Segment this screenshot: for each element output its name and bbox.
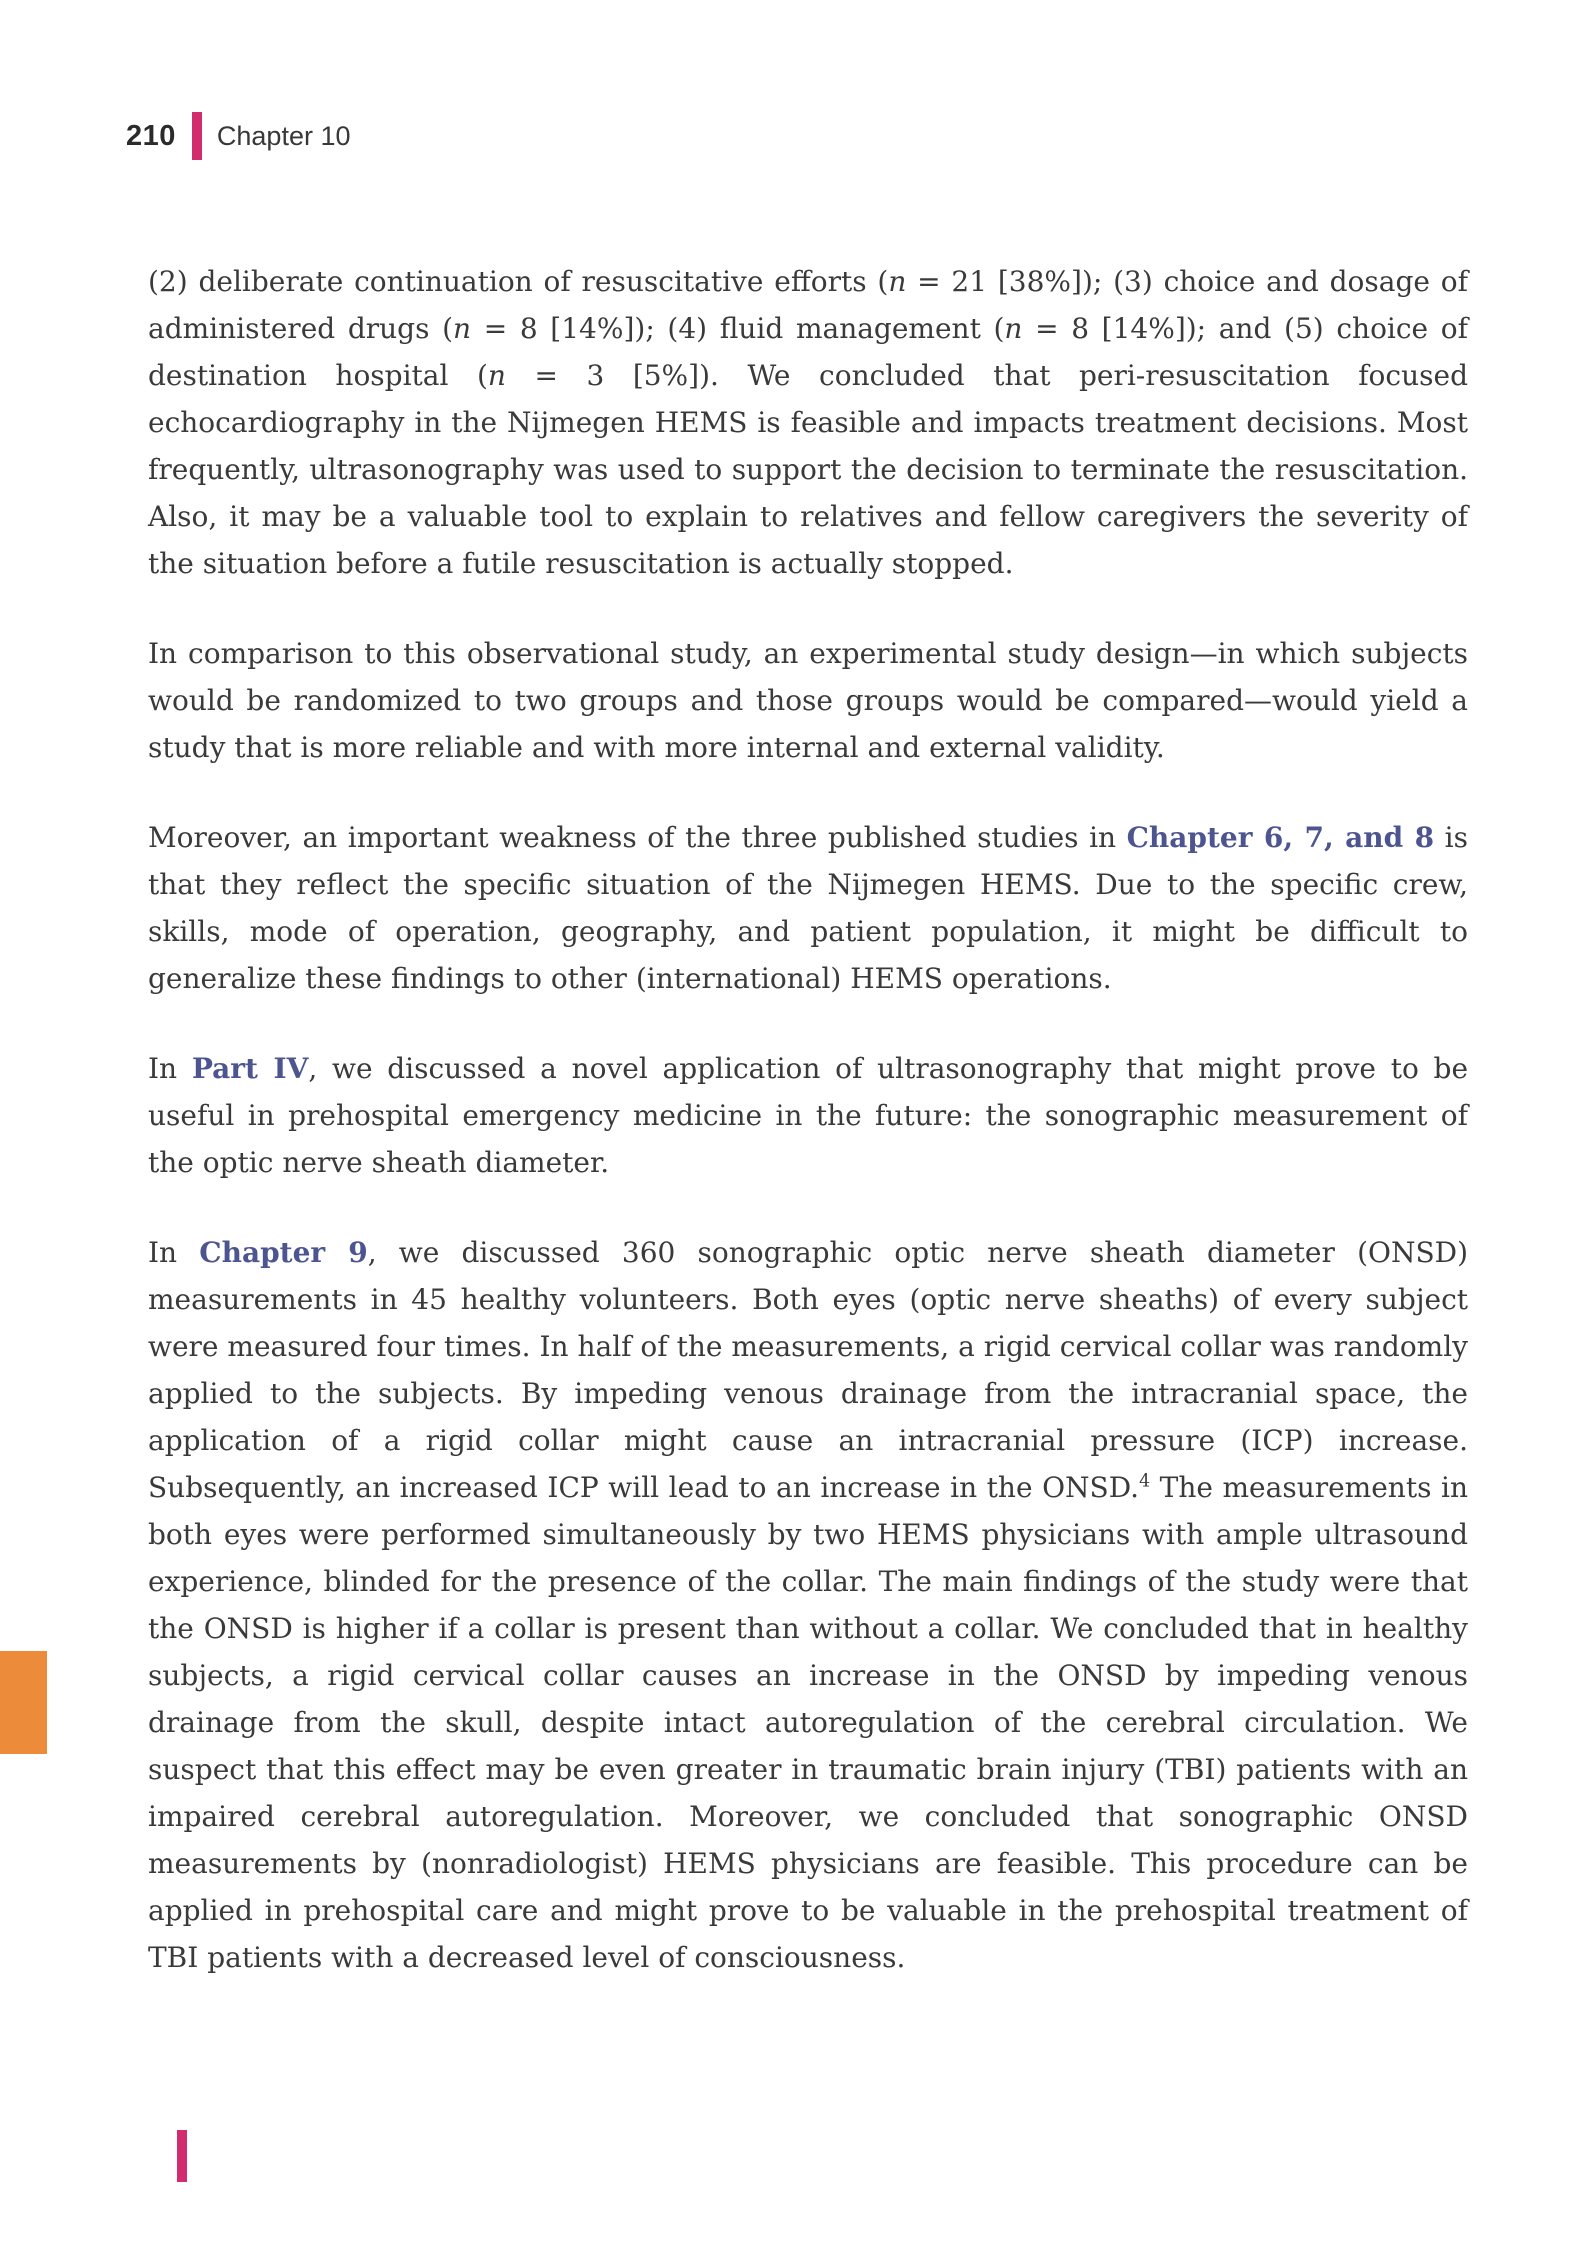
chapter-ref-link[interactable]: Chapter 9 — [199, 1236, 368, 1269]
paragraph — [148, 1045, 1477, 1186]
chapter-ref-link[interactable]: Part IV — [191, 1052, 309, 1085]
text-run: The measurements in both eyes were performed simultaneously by two HEMS physicians with ample ultrasound experience, blinded for the presence of the collar. The main findings of the study were that the ONSD is higher if a collar is present than without a collar. We concluded that in healthy subjects, a rigid cervical collar causes an increase in the ONSD by impeding venous drainage from the skull, despite intact autoregulation of the cerebral circulation. We suspect that this effect may be even greater in traumatic brain injury (TBI) patients with an impaired cerebral autoregulation. Moreover, we concluded that sonographic ONSD measurements by (nonradiologist) HEMS physicians are feasible. This procedure can be applied in prehospital care and might prove to be valuable in the prehospital treatment of TBI patients with a decreased level of consciousness. — [148, 1471, 1477, 1974]
paragraph — [148, 1229, 1477, 1981]
page-header — [126, 112, 350, 160]
italic-variable: n — [888, 265, 907, 298]
italic-variable: n — [487, 359, 506, 392]
text-run: is that they reflect the specific situation of the Nijmegen HEMS. Due to the specific crew, skills, mode of operation, geography, and patient population, it might be difficult to generalize these findings to other (international) HEMS operations. — [148, 821, 1477, 995]
italic-variable: n — [1004, 312, 1023, 345]
text-run: In — [148, 1236, 200, 1269]
text-run: = 21 [38%]); (3) choice and dosage of administered drugs ( — [148, 265, 1477, 345]
text-run: In comparison to this observational study, an experimental study design—in which subjects would be randomized to two groups and those groups would be compared—would yield a study that is more reliable and with more internal and external validity. — [148, 637, 1477, 764]
text-run: , we discussed 360 sonographic optic nerve sheath diameter (ONSD) measurements in 45 healthy volunteers. Both eyes (optic nerve sheaths) of every subject were measured four times. In half of the measurements, a rigid cervical collar was randomly applied to the subjects. By impeding venous drainage from the intracranial space, the application of a rigid collar might cause an intracranial pressure (ICP) increase. Subsequently, an increased ICP will lead to an increase in the ONSD. — [148, 1236, 1477, 1504]
footnote-reference: 4 — [1139, 1471, 1151, 1492]
paragraph — [148, 258, 1477, 587]
paragraph — [148, 630, 1477, 771]
chapter-title: Chapter 10 — [216, 120, 351, 151]
text-run: In — [148, 1052, 192, 1085]
footer-accent-bar — [177, 2130, 187, 2182]
body-text — [148, 258, 1477, 1981]
chapter-ref-link[interactable]: Chapter 6, 7, and 8 — [1126, 821, 1435, 854]
text-run: = 3 [5%]). We concluded that peri-resuscitation focused echocardiography in the Nijmegen HEMS is feasible and impacts treatment decisions. Most frequently, ultrasonography was used to support the decision to terminate the resuscitation. Also, it may be a valuable tool to explain to relatives and fellow caregivers the severity of the situation before a futile resuscitation is actually stopped. — [148, 359, 1477, 580]
text-run: , we discussed a novel application of ultrasonography that might prove to be useful in prehospital emergency medicine in the future: the sonographic measurement of the optic nerve sheath diameter. — [148, 1052, 1477, 1179]
paragraph — [148, 814, 1477, 1002]
text-run: = 8 [14%]); and (5) choice of destination hospital ( — [148, 312, 1477, 392]
orange-section-tab — [0, 1651, 47, 1754]
text-run: Moreover, an important weakness of the three published studies in — [148, 821, 1127, 854]
page-number: 210 — [126, 119, 176, 152]
text-run: = 8 [14%]); (4) fluid management ( — [471, 312, 1005, 345]
italic-variable: n — [453, 312, 472, 345]
header-divider-bar — [192, 112, 202, 160]
text-run: (2) deliberate continuation of resuscitative efforts ( — [148, 265, 889, 298]
